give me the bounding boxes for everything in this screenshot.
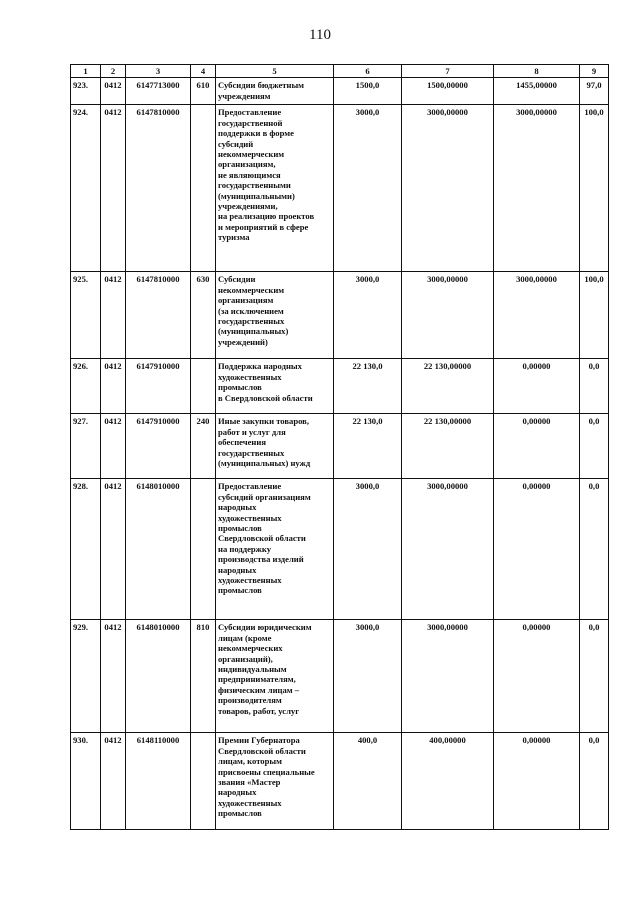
name-line: и мероприятий в сфере bbox=[218, 221, 309, 232]
page-number: 110 bbox=[309, 27, 331, 43]
target-article-cell: 6147910000 bbox=[126, 359, 191, 414]
name-line: организациям bbox=[218, 295, 274, 306]
col7-cell: 3000,00000 bbox=[402, 272, 494, 359]
section-code-cell: 0412 bbox=[101, 620, 126, 733]
name-line: государственных bbox=[218, 447, 285, 458]
name-line: Предоставление bbox=[218, 481, 282, 492]
expense-type-cell bbox=[191, 479, 216, 620]
table-row bbox=[71, 359, 609, 414]
header-cell: 8 bbox=[494, 65, 580, 78]
name-line: индивидуальным bbox=[218, 664, 287, 675]
col9-cell: 0,0 bbox=[580, 359, 609, 414]
col8-cell: 0,00000 bbox=[494, 620, 580, 733]
header-cell: 9 bbox=[580, 65, 609, 78]
section-code-cell: 0412 bbox=[101, 78, 126, 105]
target-article-cell: 6147910000 bbox=[126, 414, 191, 479]
name-line: Свердловской области bbox=[218, 745, 306, 756]
name-line: Свердловской области bbox=[218, 533, 306, 544]
row-number-cell: 927. bbox=[71, 414, 101, 479]
name-line: на поддержку bbox=[218, 543, 272, 554]
name-cell bbox=[216, 105, 334, 272]
name-line: производства изделий bbox=[218, 554, 304, 565]
col6-cell: 3000,0 bbox=[334, 105, 402, 272]
col6-cell: 3000,0 bbox=[334, 620, 402, 733]
expense-type-cell: 810 bbox=[191, 620, 216, 733]
col7-cell: 3000,00000 bbox=[402, 620, 494, 733]
name-line: народных bbox=[218, 564, 257, 575]
name-line: субсидий организациям bbox=[218, 491, 311, 502]
name-line: лицам (кроме bbox=[218, 632, 272, 643]
name-line: обеспечения bbox=[218, 437, 266, 448]
name-cell bbox=[216, 479, 334, 620]
table-row bbox=[71, 733, 609, 830]
name-line: предпринимателям, bbox=[218, 674, 296, 685]
header-cell: 1 bbox=[71, 65, 101, 78]
table-row bbox=[71, 105, 609, 272]
name-line: художественных bbox=[218, 371, 282, 382]
name-line: Субсидии bbox=[218, 274, 256, 285]
col6-cell: 22 130,0 bbox=[334, 414, 402, 479]
target-article-cell: 6148010000 bbox=[126, 620, 191, 733]
name-line: промыслов bbox=[218, 523, 262, 534]
target-article-cell: 6148110000 bbox=[126, 733, 191, 830]
name-line: присвоены специальные bbox=[218, 766, 315, 777]
target-article-cell: 6147810000 bbox=[126, 105, 191, 272]
target-article-cell: 6147810000 bbox=[126, 272, 191, 359]
name-line: художественных bbox=[218, 797, 282, 808]
table-row bbox=[71, 78, 609, 105]
col9-cell: 100,0 bbox=[580, 272, 609, 359]
budget-table bbox=[70, 64, 609, 830]
name-line: промыслов bbox=[218, 382, 262, 393]
section-code-cell: 0412 bbox=[101, 479, 126, 620]
section-code-cell: 0412 bbox=[101, 359, 126, 414]
col9-cell: 100,0 bbox=[580, 105, 609, 272]
col8-cell: 1455,00000 bbox=[494, 78, 580, 105]
row-number-cell: 924. bbox=[71, 105, 101, 272]
name-line: организаций), bbox=[218, 653, 273, 664]
header-cell: 4 bbox=[191, 65, 216, 78]
col8-cell: 0,00000 bbox=[494, 479, 580, 620]
name-line: Премии Губернатора bbox=[218, 735, 300, 746]
expense-type-cell bbox=[191, 733, 216, 830]
name-line: народных bbox=[218, 502, 257, 513]
col9-cell: 0,0 bbox=[580, 733, 609, 830]
table-row bbox=[71, 479, 609, 620]
name-line: учреждениям bbox=[218, 90, 271, 101]
col6-cell: 3000,0 bbox=[334, 479, 402, 620]
col8-cell: 0,00000 bbox=[494, 359, 580, 414]
name-line: народных bbox=[218, 787, 257, 798]
name-line: промыслов bbox=[218, 585, 262, 596]
row-number-cell: 928. bbox=[71, 479, 101, 620]
col6-cell: 22 130,0 bbox=[334, 359, 402, 414]
name-line: некоммерческим bbox=[218, 284, 285, 295]
target-article-cell: 6147713000 bbox=[126, 78, 191, 105]
col7-cell: 400,00000 bbox=[402, 733, 494, 830]
col8-cell: 0,00000 bbox=[494, 733, 580, 830]
name-line: туризма bbox=[218, 232, 250, 243]
col6-cell: 400,0 bbox=[334, 733, 402, 830]
name-line: субсидий bbox=[218, 138, 254, 149]
name-line: производителям bbox=[218, 695, 282, 706]
name-line: государственной bbox=[218, 117, 283, 128]
section-code-cell: 0412 bbox=[101, 272, 126, 359]
name-line: художественных bbox=[218, 575, 282, 586]
header-cell: 3 bbox=[126, 65, 191, 78]
col9-cell: 97,0 bbox=[580, 78, 609, 105]
name-line: Поддержка народных bbox=[218, 361, 302, 372]
name-line: промыслов bbox=[218, 808, 262, 819]
name-line: учреждениями, bbox=[218, 201, 278, 212]
name-line: государственных bbox=[218, 316, 285, 327]
name-line: Иные закупки товаров, bbox=[218, 416, 309, 427]
section-code-cell: 0412 bbox=[101, 414, 126, 479]
name-line: на реализацию проектов bbox=[218, 211, 315, 222]
col7-cell: 3000,00000 bbox=[402, 479, 494, 620]
name-cell bbox=[216, 78, 334, 105]
name-cell bbox=[216, 733, 334, 830]
expense-type-cell: 240 bbox=[191, 414, 216, 479]
name-line: звания «Мастер bbox=[218, 777, 281, 788]
name-line: (за исключением bbox=[218, 305, 284, 316]
name-line: (муниципальных) нужд bbox=[218, 458, 311, 469]
col6-cell: 1500,0 bbox=[334, 78, 402, 105]
name-line: работ и услуг для bbox=[218, 426, 286, 437]
name-line: лицам, которым bbox=[218, 756, 282, 767]
name-line: некоммерческих bbox=[218, 643, 283, 654]
name-cell bbox=[216, 620, 334, 733]
col9-cell: 0,0 bbox=[580, 479, 609, 620]
header-cell: 6 bbox=[334, 65, 402, 78]
section-code-cell: 0412 bbox=[101, 733, 126, 830]
name-line: художественных bbox=[218, 512, 282, 523]
name-line: некоммерческим bbox=[218, 149, 285, 160]
row-number-cell: 929. bbox=[71, 620, 101, 733]
table-row bbox=[71, 414, 609, 479]
name-line: учреждений) bbox=[218, 336, 268, 347]
col8-cell: 3000,00000 bbox=[494, 272, 580, 359]
name-line: товаров, работ, услуг bbox=[218, 705, 300, 716]
col8-cell: 3000,00000 bbox=[494, 105, 580, 272]
col7-cell: 22 130,00000 bbox=[402, 414, 494, 479]
name-line: не являющимся bbox=[218, 169, 281, 180]
target-article-cell: 6148010000 bbox=[126, 479, 191, 620]
row-number-cell: 923. bbox=[71, 78, 101, 105]
name-line: (муниципальных) bbox=[218, 326, 289, 337]
header-cell: 7 bbox=[402, 65, 494, 78]
expense-type-cell: 630 bbox=[191, 272, 216, 359]
table-header-row bbox=[71, 65, 609, 78]
name-cell bbox=[216, 272, 334, 359]
name-line: в Свердловской области bbox=[218, 392, 313, 403]
expense-type-cell bbox=[191, 359, 216, 414]
header-cell: 5 bbox=[216, 65, 334, 78]
row-number-cell: 925. bbox=[71, 272, 101, 359]
name-line: Субсидии юридическим bbox=[218, 622, 312, 633]
expense-type-cell bbox=[191, 105, 216, 272]
table-row bbox=[71, 272, 609, 359]
section-code-cell: 0412 bbox=[101, 105, 126, 272]
expense-type-cell: 610 bbox=[191, 78, 216, 105]
row-number-cell: 926. bbox=[71, 359, 101, 414]
name-line: государственными bbox=[218, 180, 291, 191]
header-cell: 2 bbox=[101, 65, 126, 78]
name-line: Субсидии бюджетным bbox=[218, 80, 305, 91]
col9-cell: 0,0 bbox=[580, 620, 609, 733]
name-line: организациям, bbox=[218, 159, 276, 170]
name-line: Предоставление bbox=[218, 107, 282, 118]
name-cell bbox=[216, 359, 334, 414]
col6-cell: 3000,0 bbox=[334, 272, 402, 359]
table-row bbox=[71, 620, 609, 733]
name-line: физическим лицам – bbox=[218, 684, 300, 695]
col7-cell: 1500,00000 bbox=[402, 78, 494, 105]
col9-cell: 0,0 bbox=[580, 414, 609, 479]
col8-cell: 0,00000 bbox=[494, 414, 580, 479]
col7-cell: 3000,00000 bbox=[402, 105, 494, 272]
name-cell bbox=[216, 414, 334, 479]
row-number-cell: 930. bbox=[71, 733, 101, 830]
name-line: поддержки в форме bbox=[218, 128, 294, 139]
col7-cell: 22 130,00000 bbox=[402, 359, 494, 414]
name-line: (муниципальными) bbox=[218, 190, 295, 201]
